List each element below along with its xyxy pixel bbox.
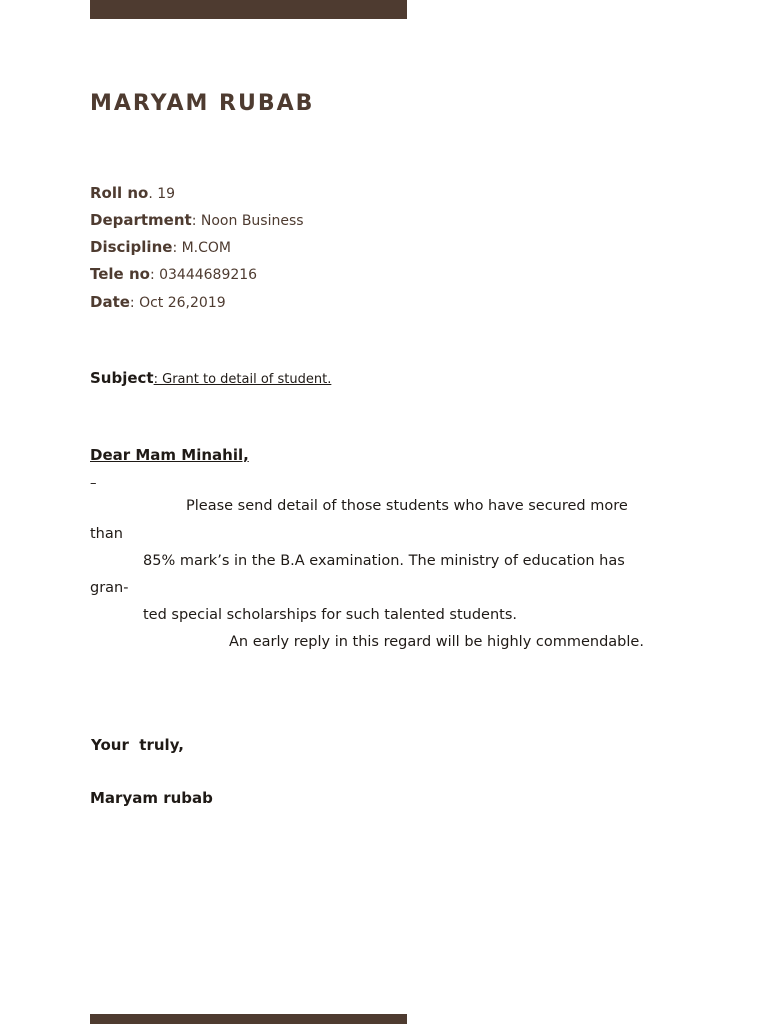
body-line-1: Please send detail of those students who have secured more xyxy=(186,498,628,514)
roll-no-line xyxy=(90,184,175,202)
subject-label: Subject xyxy=(90,369,154,387)
subject-text: Grant to detail of student. xyxy=(158,372,332,387)
tele-no-line xyxy=(90,265,257,283)
closing: Your truly, xyxy=(91,736,185,754)
roll-no-label: Roll no xyxy=(90,184,149,202)
subject-line xyxy=(90,369,331,387)
sender-name-title: MARYAM RUBAB xyxy=(90,91,315,116)
department-line xyxy=(90,211,304,229)
discipline-value: : M.COM xyxy=(172,240,232,256)
discipline-line xyxy=(90,238,231,256)
body-line-6: An early reply in this regard will be highly commendable. xyxy=(229,634,644,650)
department-label: Department xyxy=(90,211,192,229)
body-line-2: than xyxy=(90,526,123,542)
body-line-4: gran- xyxy=(90,580,129,596)
tele-no-label: Tele no xyxy=(90,265,150,283)
signature: Maryam rubab xyxy=(90,789,213,807)
bottom-accent-bar xyxy=(90,1014,407,1024)
salutation: Dear Mam Minahil, xyxy=(90,446,249,464)
tele-no-value: : 03444689216 xyxy=(149,267,258,283)
top-accent-bar xyxy=(90,0,407,19)
date-label: Date xyxy=(90,293,130,311)
body-line-3: 85% mark’s in the B.A examination. The ministry of education has xyxy=(143,553,625,569)
dash-mark: – xyxy=(90,476,97,491)
body-line-5: ted special scholarships for such talented students. xyxy=(143,607,518,623)
date-value: : Oct 26,2019 xyxy=(129,295,226,311)
subject-colon: : xyxy=(153,372,158,387)
discipline-label: Discipline xyxy=(90,238,173,256)
date-line xyxy=(90,293,226,311)
roll-no-value: . 19 xyxy=(148,186,176,202)
department-value: : Noon Business xyxy=(191,213,304,229)
